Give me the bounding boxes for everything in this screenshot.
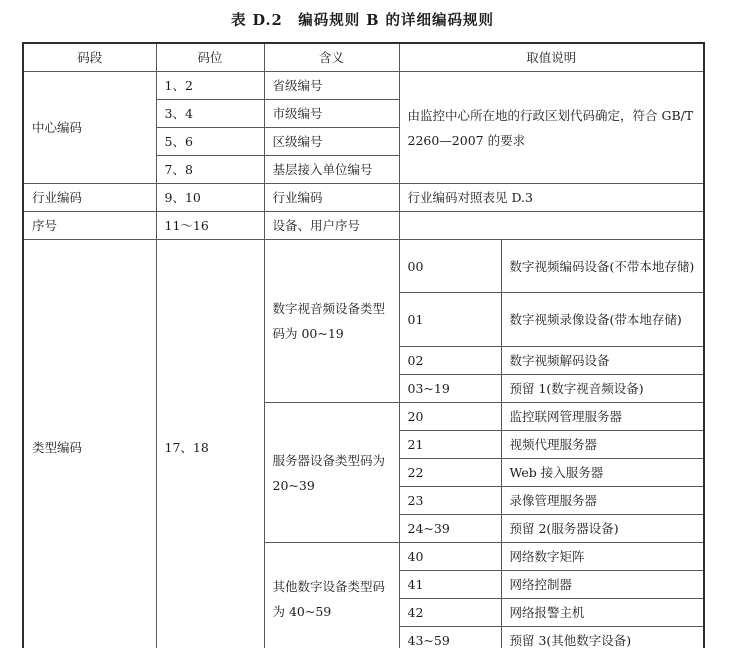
cell-position: 3、4 <box>156 100 264 128</box>
cell-meaning: 省级编号 <box>264 72 399 100</box>
cell-position: 1、2 <box>156 72 264 100</box>
table-row <box>23 72 704 100</box>
cell-type-desc: 数字视频录像设备(带本地存储) <box>501 293 704 347</box>
cell-segment-industry: 行业编码 <box>23 184 156 212</box>
cell-meaning: 基层接入单位编号 <box>264 156 399 184</box>
cell-type-desc: 网络控制器 <box>501 571 704 599</box>
cell-type-code: 02 <box>399 347 501 375</box>
cell-group-label-server: 服务器设备类型码为 20~39 <box>264 403 399 543</box>
cell-type-code: 40 <box>399 543 501 571</box>
cell-position: 5、6 <box>156 128 264 156</box>
table-title: 表 D.2 编码规则 B 的详细编码规则 <box>230 12 495 29</box>
cell-type-code: 41 <box>399 571 501 599</box>
table-row <box>23 184 704 212</box>
cell-segment-type: 类型编码 <box>23 240 156 648</box>
cell-value-note-serial <box>399 212 704 240</box>
cell-meaning: 设备、用户序号 <box>264 212 399 240</box>
cell-segment-center: 中心编码 <box>23 72 156 184</box>
cell-position-type: 17、18 <box>156 240 264 648</box>
cell-type-code: 01 <box>399 293 501 347</box>
cell-segment-serial: 序号 <box>23 212 156 240</box>
cell-meaning: 市级编号 <box>264 100 399 128</box>
cell-type-code: 20 <box>399 403 501 431</box>
table-row <box>23 240 704 293</box>
table-header-row <box>23 43 704 72</box>
cell-type-desc: 监控联网管理服务器 <box>501 403 704 431</box>
cell-type-code: 43~59 <box>399 627 501 648</box>
cell-type-code: 21 <box>399 431 501 459</box>
col-header-meaning: 含义 <box>264 43 399 72</box>
cell-position: 7、8 <box>156 156 264 184</box>
cell-type-code: 03~19 <box>399 375 501 403</box>
cell-type-desc: 视频代理服务器 <box>501 431 704 459</box>
table-row <box>23 212 704 240</box>
cell-type-code: 00 <box>399 240 501 293</box>
cell-type-desc: 网络报警主机 <box>501 599 704 627</box>
cell-type-desc: 数字视频编码设备(不带本地存储) <box>501 240 704 293</box>
col-header-position: 码位 <box>156 43 264 72</box>
cell-type-desc: 预留 3(其他数字设备) <box>501 627 704 648</box>
cell-type-desc: 网络数字矩阵 <box>501 543 704 571</box>
cell-type-desc: 预留 2(服务器设备) <box>501 515 704 543</box>
cell-meaning: 行业编码 <box>264 184 399 212</box>
coding-rules-table <box>22 42 705 648</box>
cell-group-label-other: 其他数字设备类型码为 40~59 <box>264 543 399 648</box>
cell-type-code: 23 <box>399 487 501 515</box>
cell-type-desc: 录像管理服务器 <box>501 487 704 515</box>
cell-type-desc: 数字视频解码设备 <box>501 347 704 375</box>
cell-position: 9、10 <box>156 184 264 212</box>
col-header-segment: 码段 <box>23 43 156 72</box>
cell-type-desc: 预留 1(数字视音频设备) <box>501 375 704 403</box>
cell-value-note-center: 由监控中心所在地的行政区划代码确定，符合 GB/T 2260—2007 的要求 <box>399 72 704 184</box>
cell-type-code: 24~39 <box>399 515 501 543</box>
cell-type-desc: Web 接入服务器 <box>501 459 704 487</box>
cell-group-label-av: 数字视音频设备类型码为 00~19 <box>264 240 399 403</box>
cell-type-code: 42 <box>399 599 501 627</box>
col-header-value: 取值说明 <box>399 43 704 72</box>
cell-type-code: 22 <box>399 459 501 487</box>
cell-position: 11～16 <box>156 212 264 240</box>
cell-value-note-industry: 行业编码对照表见 D.3 <box>399 184 704 212</box>
cell-meaning: 区级编号 <box>264 128 399 156</box>
